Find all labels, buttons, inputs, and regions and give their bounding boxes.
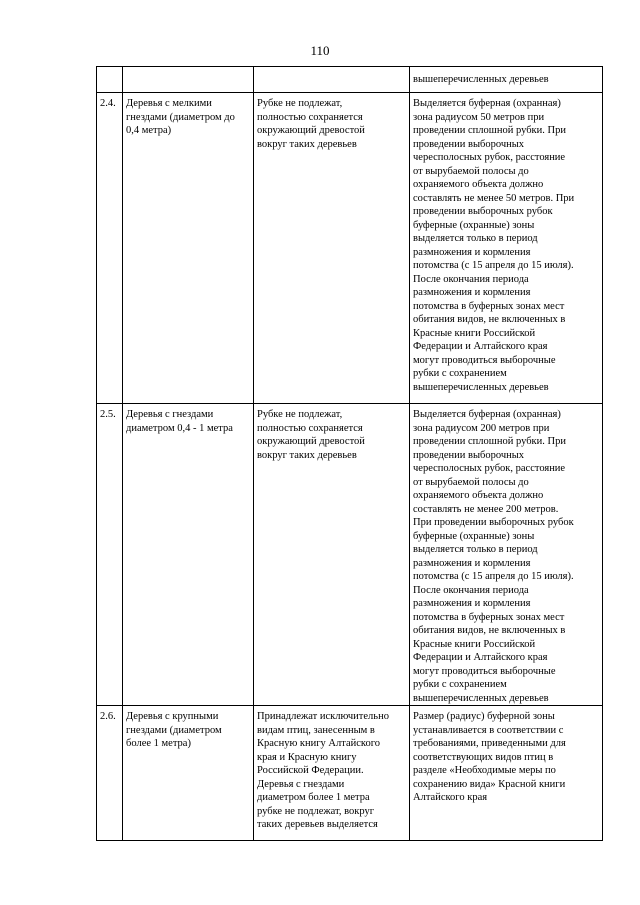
buffer-zone-cell: Выделяется буферная (охранная) зона радиусом 50 метров при проведении сплошной рубки. При проведении выборочных чересполосных рубок, расстояние от вырубаемой полосы до охраняемого объекта должно составлять не менее 50 метров. При проведении выборочных рубок буферные (охранные) зоны выделяется только в период размножения и кормления потомства (с 15 апреля до 15 июля). После окончания периода размножения и кормления потомства в буферных зонах мест обитания видов, не включенных в Красные книги Российской Федерации и Алтайского края могут проводиться выборочные рубки с сохранением вышеперечисленных деревьев xyxy=(410,93,603,404)
object-cell: Деревья с мелкими гнездами (диаметром до 0,4 метра) xyxy=(123,93,254,404)
felling-rule-cell: Принадлежат исключительно видам птиц, занесенным в Красную книгу Алтайского края и Красную книгу Российской Федерации. Деревья с гнездами диаметром более 1 метра рубке не подлежат, вокруг таких деревьев выделяется xyxy=(254,706,410,841)
table-row xyxy=(97,404,603,706)
row-number-cell: 2.4. xyxy=(97,93,123,404)
row-number-cell: 2.5. xyxy=(97,404,123,706)
object-cell: Деревья с крупными гнездами (диаметром более 1 метра) xyxy=(123,706,254,841)
buffer-zone-cell: вышеперечисленных деревьев xyxy=(410,67,603,93)
row-number-cell xyxy=(97,67,123,93)
felling-rule-cell xyxy=(254,67,410,93)
table-row-continuation xyxy=(97,67,603,93)
object-cell xyxy=(123,67,254,93)
buffer-zone-cell: Выделяется буферная (охранная) зона радиусом 200 метров при проведении сплошной рубки. При проведении выборочных чересполосных рубок, расстояние от вырубаемой полосы до охраняемого объекта должно составлять не менее 200 метров. При проведении выборочных рубок буферные (охранные) зоны выделяется только в период размножения и кормления потомства (с 15 апреля до 15 июля). После окончания периода размножения и кормления потомства в буферных зонах мест обитания видов, не включенных в Красные книги Российской Федерации и Алтайского края могут проводиться выборочные рубки с сохранением вышеперечисленных деревьев xyxy=(410,404,603,706)
protection-measures-table xyxy=(96,66,603,841)
buffer-zone-cell: Размер (радиус) буферной зоны устанавливается в соответствии с требованиями, приведенными для соответствующих видов птиц в разделе «Необходимые меры по сохранению вида» Красной книги Алтайского края xyxy=(410,706,603,841)
table-row xyxy=(97,706,603,841)
page-number: 110 xyxy=(310,43,330,58)
felling-rule-cell: Рубке не подлежат, полностью сохраняется окружающий древостой вокруг таких деревьев xyxy=(254,93,410,404)
object-cell: Деревья с гнездами диаметром 0,4 - 1 метра xyxy=(123,404,254,706)
felling-rule-cell: Рубке не подлежат, полностью сохраняется окружающий древостой вокруг таких деревьев xyxy=(254,404,410,706)
table-row xyxy=(97,93,603,404)
row-number-cell: 2.6. xyxy=(97,706,123,841)
